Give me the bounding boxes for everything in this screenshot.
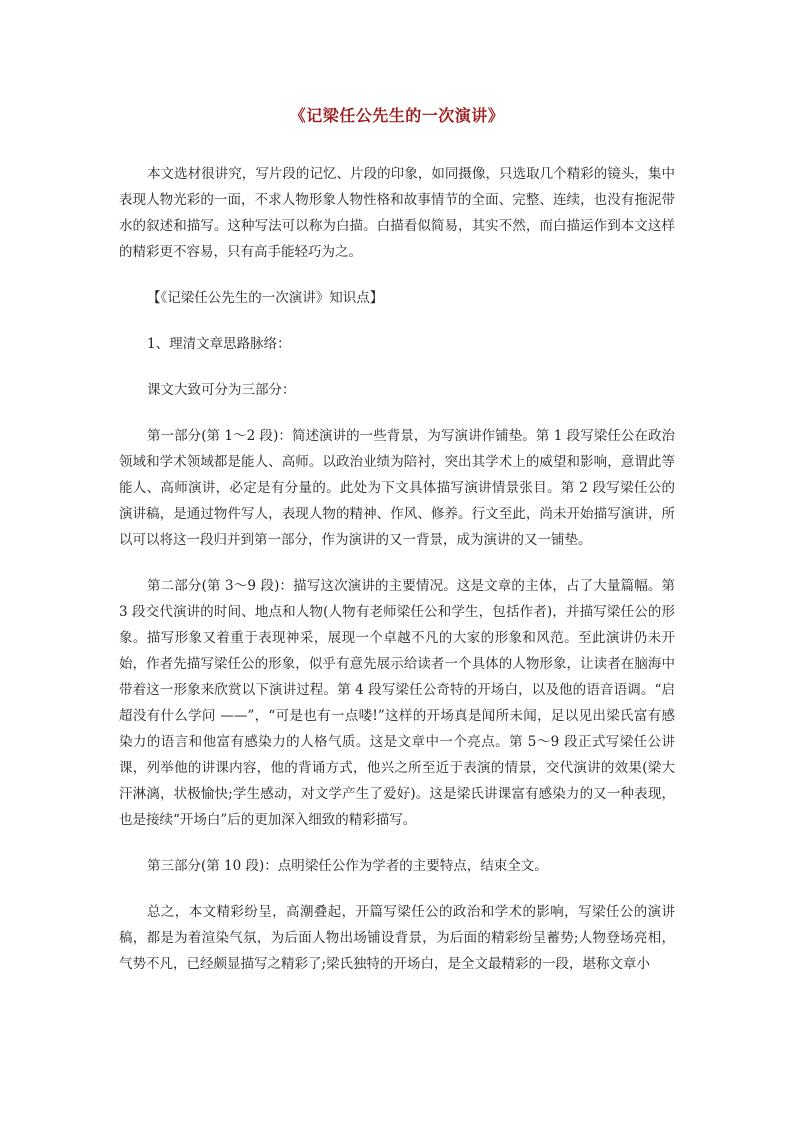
knowledge-heading: 【《记梁任公先生的一次演讲》知识点】 — [147, 290, 384, 306]
part-two-paragraph: 第二部分(第 3～9 段)：描写这次演讲的主要情况。这是文章的主体，占了大量篇幅。第 3 段交代演讲的时间、地点和人物(人物有老师梁任公和学生，包括作者)，并描写梁任公的形象。描写形象又着重于表现神采，展现一个卓越不凡的大家的形象和风范。至此演讲仍未开始，作者先描写梁任公的形象，似乎有意先展示给读者一个具体的人物形象，让读者在脑海中带着这一形象来欣赏以下演讲过程。第 4 段写梁任公奇特的开场白，以及他的语音语调。“启超没有什么学问 ——”，“可是也有一点喽!”这样的开场真是闻所未闻，足以见出梁氏富有感染力的语言和他富有感染力的人格气质。这是文章中一个亮点。第 5～9 段正式写梁任公讲课，列举他的讲课内容，他的背诵方式，他兴之所至近于表演的情景，交代演讲的效果(梁大汗淋漓，状极愉快;学生感动，对文学产生了爱好)。这是梁氏讲课富有感染力的又一种表现，也是接续“开场白”后的更加深入细致的精彩描写。 — [119, 578, 675, 828]
summary-paragraph: 总之，本文精彩纷呈，高潮叠起，开篇写梁任公的政治和学术的影响，写梁任公的演讲稿，都是为着渲染气氛，为后面人物出场铺设背景，为后面的精彩纷呈蓄势;人物登场亮相，气势不凡，已经颇显描写之精彩了;梁氏独特的开场白，是全文最精彩的一段，堪称文章小 — [119, 904, 675, 972]
document-title: 《记梁任公先生的一次演讲》 — [289, 106, 505, 125]
intro-paragraph: 本文选材很讲究，写片段的记忆、片段的印象，如同摄像，只选取几个精彩的镜头，集中表现人物光彩的一面，不求人物形象人物性格和故事情节的全面、完整、连续，也没有拖泥带水的叙述和描写。这种写法可以称为白描。白描看似简易，其实不然，而白描运作到本文这样的精彩更不容易，只有高手能轻巧为之。 — [119, 166, 675, 260]
section-heading-structure: 1、理清文章思路脉络： — [147, 336, 291, 352]
part-one-paragraph: 第一部分(第 1～2 段)：简述演讲的一些背景，为写演讲作铺垫。第 1 段写梁任公在政治领域和学术领域都是能人、高师。以政治业绩为陪衬，突出其学术上的威望和影响，意谓此等能人、高师演讲，必定是有分量的。此处为下文具体描写演讲情景张目。第 2 段写梁任公的演讲稿，是通过物件写人，表现人物的精神、作风、修养。行文至此，尚未开始描写演讲，所以可以将这一段归并到第一部分，作为演讲的又一背景，成为演讲的又一铺垫。 — [119, 428, 675, 548]
structure-overview: 课文大致可分为三部分： — [147, 382, 296, 398]
part-three-paragraph: 第三部分(第 10 段)：点明梁任公作为学者的主要特点，结束全文。 — [147, 858, 548, 874]
document-page — [119, 0, 675, 977]
